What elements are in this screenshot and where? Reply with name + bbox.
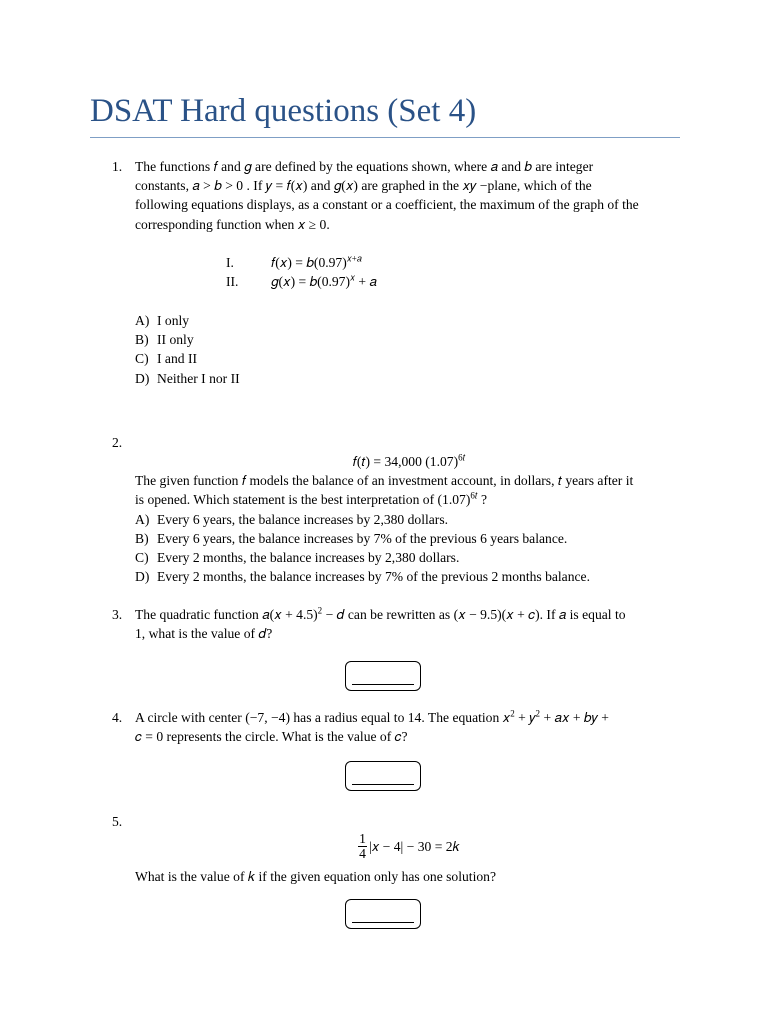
choice-a[interactable]	[135, 510, 683, 529]
line-text: ?	[477, 492, 488, 508]
equation-text: 𝑓(𝑡) = 34,000 (1.07)	[352, 454, 459, 469]
choice-b[interactable]	[135, 529, 683, 548]
answer-box-5[interactable]	[345, 899, 421, 929]
fraction-denominator: 4	[359, 846, 366, 861]
choice-letter: C)	[135, 351, 149, 367]
choice-a[interactable]	[135, 311, 683, 330]
line-text: − 𝑑 can be rewritten as (𝑥 − 9.5)(𝑥 + 𝑐). If 𝑎 is equal to	[322, 607, 626, 622]
choice-letter: A)	[135, 313, 150, 328]
question-line	[135, 708, 683, 727]
question-line: The given function 𝑓 models the balance of an investment account, in dollars, 𝑡 years after it	[135, 473, 634, 489]
statement-ii	[226, 272, 377, 291]
answer-box-3[interactable]	[345, 661, 421, 691]
choice-d[interactable]	[135, 369, 683, 388]
choice-text: Every 2 months, the balance increases by 7% of the previous 2 months balance.	[157, 569, 590, 585]
choice-letter: B)	[135, 332, 149, 348]
question-line	[135, 605, 683, 624]
line-exponent: 2	[535, 708, 541, 719]
statement-label: II.	[226, 274, 239, 289]
statement-equation: 𝑓(𝑥) = 𝑏(0.97)	[271, 255, 347, 270]
question-line: constants, 𝑎 > 𝑏 > 0 . If 𝑦 = 𝑓(𝑥) and 𝑔(𝑥) are graphed in the 𝑥𝑦 −plane, which of the	[135, 178, 592, 194]
line-text: A circle with center (−7, −4) has a radius equal to 14. The equation 𝑥	[135, 710, 511, 725]
answer-blank	[352, 684, 414, 685]
answer-blank	[352, 922, 414, 923]
statement-exponent: 𝑥+𝑎	[346, 253, 362, 264]
question-line	[135, 490, 683, 509]
answer-blank	[352, 784, 414, 785]
question-text	[135, 157, 683, 234]
question-text	[135, 605, 683, 643]
question-text	[135, 708, 683, 746]
question-number: 1.	[112, 159, 123, 174]
line-exponent: 2	[510, 708, 515, 719]
question-number: 5.	[112, 814, 123, 829]
answer-choices	[135, 311, 683, 388]
line-text: + 𝑎𝑥 + 𝑏𝑦 +	[540, 710, 609, 725]
line-exponent: 6𝑡	[470, 490, 478, 501]
question-number: 3.	[112, 607, 123, 622]
question-line: corresponding function when 𝑥 ≥ 0.	[135, 216, 330, 232]
choice-text: Neither I nor II	[157, 370, 240, 386]
choice-letter: C)	[135, 549, 149, 565]
statement-equation: 𝑔(𝑥) = 𝑏(0.97)	[271, 274, 351, 289]
choice-letter: B)	[135, 530, 149, 546]
choice-text: II only	[157, 332, 194, 348]
choice-letter: D)	[135, 370, 150, 386]
title-underline	[90, 137, 680, 138]
choice-text: Every 6 years, the balance increases by 7% of the previous 6 years balance.	[157, 530, 568, 546]
line-text: The quadratic function 𝑎(𝑥 + 4.5)	[135, 607, 318, 622]
choice-c[interactable]	[135, 548, 683, 567]
choice-d[interactable]	[135, 567, 683, 586]
question-line: 𝑐 = 0 represents the circle. What is the value of 𝑐?	[135, 729, 408, 745]
question-line: The functions 𝑓 and 𝑔 are defined by the equations shown, where 𝑎 and 𝑏 are integer	[135, 159, 594, 174]
choice-text: Every 6 years, the balance increases by 2,380 dollars.	[157, 511, 449, 527]
choice-text: Every 2 months, the balance increases by 2,380 dollars.	[157, 549, 460, 565]
fraction-numerator: 1	[359, 831, 366, 846]
statement-i	[226, 253, 362, 272]
page-title: DSAT Hard questions (Set 4)	[90, 93, 477, 129]
choice-letter: D)	[135, 569, 150, 585]
question-equation	[135, 452, 683, 471]
question-line: following equations displays, as a constant or a coefficient, the maximum of the graph of the	[135, 197, 639, 213]
question-text	[135, 452, 683, 586]
fraction	[358, 832, 367, 861]
choice-c[interactable]	[135, 349, 683, 368]
statement-label: I.	[226, 255, 234, 270]
choice-text: I and II	[157, 351, 198, 367]
question-equation	[135, 832, 683, 866]
statement-exponent: 𝑥	[350, 272, 356, 283]
line-text: + 𝑦	[514, 710, 536, 725]
choice-letter: A)	[135, 511, 150, 527]
question-number: 4.	[112, 710, 123, 725]
choice-b[interactable]	[135, 330, 683, 349]
line-exponent: 2	[317, 605, 323, 616]
question-number: 2.	[112, 435, 123, 450]
statement-tail: + 𝑎	[355, 274, 377, 289]
answer-box-4[interactable]	[345, 761, 421, 791]
question-line: What is the value of 𝑘 if the given equation only has one solution?	[135, 869, 496, 884]
choice-text: I only	[157, 313, 190, 328]
question-text	[135, 867, 683, 886]
line-text: is opened. Which statement is the best interpretation of (1.07)	[135, 492, 471, 508]
equation-exponent: 6𝑡	[458, 452, 466, 463]
equation-text: |𝑥 − 4| − 30 = 2𝑘	[368, 838, 460, 854]
question-line: 1, what is the value of 𝑑?	[135, 626, 273, 642]
